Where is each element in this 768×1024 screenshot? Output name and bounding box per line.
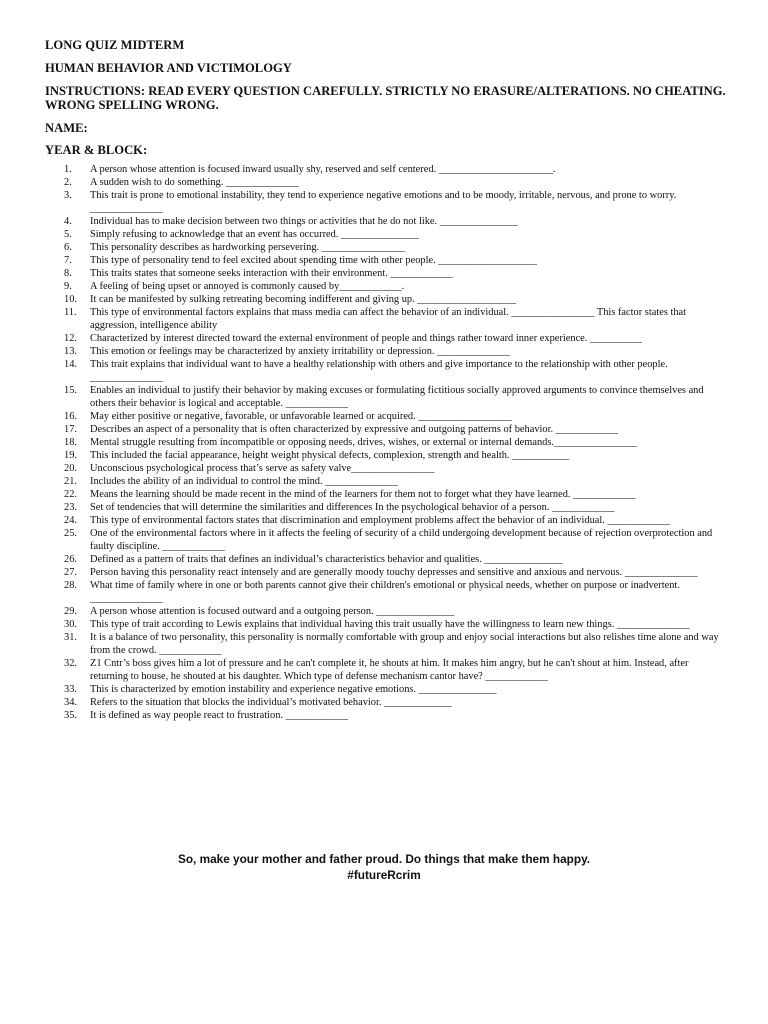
question-text: Individual has to make decision between two things or activities that he do not like. _______________ [90,216,518,227]
question-text: Defined as a pattern of traits that defines an individual’s characteristics behavior and qualities. _______________ [90,554,563,565]
question-text: This type of environmental factors explains that mass media can affect the behavior of an individual. ________________ This factor states that aggression, intelligence ability [90,307,687,331]
question-item [43,332,723,345]
question-item [43,241,723,254]
question-number: 34. [64,697,77,708]
question-item [43,410,723,423]
question-item [43,605,723,618]
question-item [43,189,723,215]
question-number: 18. [64,437,77,448]
question-number: 14. [64,359,77,370]
question-item [43,579,723,605]
question-text: This type of environmental factors states that discrimination and employment problems affect the behavior of an individual. ____________ [90,515,670,526]
question-number: 12. [64,333,77,344]
question-number: 23. [64,502,77,513]
question-text: Means the learning should be made recent in the mind of the learners for them not to forget what they have learned. ____________ [90,489,636,500]
quiz-title: LONG QUIZ MIDTERM [45,38,185,52]
question-number: 11. [64,307,77,318]
question-text: Set of tendencies that will determine the similarities and differences In the psychological behavior of a person. ____________ [90,502,615,513]
question-text: A person whose attention is focused outward and a outgoing person. _______________ [90,606,455,617]
question-item [43,306,723,332]
question-number: 31. [64,632,77,643]
question-number: 22. [64,489,77,500]
question-number: 28. [64,580,77,591]
question-item [43,514,723,527]
question-text: A feeling of being upset or annoyed is commonly caused by____________. [90,281,405,292]
question-number: 24. [64,515,77,526]
question-item [43,488,723,501]
question-text: This trait explains that individual want to have a healthy relationship with others and give importance to the relationship with other people. ______________ [90,359,668,383]
question-text: It is defined as way people react to frustration. ____________ [90,710,348,721]
question-text: Person having this personality react intensely and are generally moody touchy depresses and sensitive and anxious and nervous. ______________ [90,567,698,578]
question-text: It can be manifested by sulking retreating becoming indifferent and giving up. ___________________ [90,294,517,305]
question-text: Z1 Cntr’s boss gives him a lot of pressure and he can't complete it, he shouts at him. It makes him angry, but he can't shout at him. Instead, after returning to house, he shouted at his daughter. Which type of defense mechanism cantor have? ____________ [90,658,689,682]
question-item [43,267,723,280]
year-block-label: YEAR & BLOCK: [45,143,148,157]
question-text: A sudden wish to do something. ______________ [90,177,299,188]
question-item [43,657,723,683]
question-number: 27. [64,567,77,578]
question-item [43,631,723,657]
question-number: 17. [64,424,77,435]
question-text: This personality describes as hardworking persevering. ________________ [90,242,405,253]
question-number: 32. [64,658,77,669]
question-number: 2. [64,177,72,188]
question-number: 9. [64,281,72,292]
question-item [43,436,723,449]
question-number: 35. [64,710,77,721]
question-number: 4. [64,216,72,227]
question-text: This emotion or feelings may be characterized by anxiety irritability or depression. ______________ [90,346,510,357]
question-text: Enables an individual to justify their behavior by making excuses or formulating fictitious socially approved arguments to convince themselves and others their behavior is logical and acceptable. ____________ [90,385,704,409]
question-item [43,228,723,241]
question-number: 13. [64,346,77,357]
question-text: A person whose attention is focused inward usually shy, reserved and self centered. ______________________. [90,164,556,175]
question-text: Refers to the situation that blocks the individual’s motivated behavior. _____________ [90,697,452,708]
question-item [43,696,723,709]
question-number: 19. [64,450,77,461]
question-item [43,254,723,267]
question-number: 30. [64,619,77,630]
question-item [43,683,723,696]
question-text: This is characterized by emotion instability and experience negative emotions. _______________ [90,684,497,695]
question-item [43,163,723,176]
question-number: 29. [64,606,77,617]
question-number: 7. [64,255,72,266]
question-text: This trait is prone to emotional instability, they tend to experience negative emotions and to be moody, irritable, nervous, and prone to worry. ______________ [90,190,677,214]
question-number: 26. [64,554,77,565]
question-item [43,215,723,228]
question-number: 5. [64,229,72,240]
question-text: Unconscious psychological process that’s serve as safety valve________________ [90,463,435,474]
question-item [43,462,723,475]
question-text: Simply refusing to acknowledge that an event has occurred. _______________ [90,229,419,240]
question-text: This type of trait according to Lewis explains that individual having this trait usually have the willingness to learn new things. ______________ [90,619,690,630]
question-text: This included the facial appearance, height weight physical defects, complexion, strength and health. ___________ [90,450,570,461]
question-number: 16. [64,411,77,422]
closing-hashtag: #futureRcrim [347,868,421,882]
name-label: NAME: [45,121,88,135]
closing-message: So, make your mother and father proud. Do things that make them happy. [177,852,591,866]
question-item [43,280,723,293]
question-item [43,176,723,189]
question-item [43,501,723,514]
question-number: 21. [64,476,77,487]
question-item [43,566,723,579]
question-item [43,553,723,566]
question-number: 3. [64,190,72,201]
question-number: 6. [64,242,72,253]
question-item [43,384,723,410]
question-item [43,449,723,462]
question-item [43,475,723,488]
question-text: What time of family where in one or both parents cannot give their children's emotional or physical needs, whether on purpose or inadvertent. ______________ [90,580,680,604]
question-number: 8. [64,268,72,279]
instructions: INSTRUCTIONS: READ EVERY QUESTION CAREFULLY. STRICTLY NO ERASURE/ALTERATIONS. NO CHEATING. WRONG SPELLING WRONG. [45,84,726,112]
question-text: Describes an aspect of a personality that is often characterized by expressive and outgoing patterns of behavior. ____________ [90,424,619,435]
subject-title: HUMAN BEHAVIOR AND VICTIMOLOGY [45,61,292,75]
question-text: This type of personality tend to feel excited about spending time with other people. ___________________ [90,255,537,266]
question-item [43,709,723,722]
question-item [43,527,723,553]
question-number: 15. [64,385,77,396]
question-text: Characterized by interest directed toward the external environment of people and things rather toward inner experience. __________ [90,333,642,344]
question-text: Mental struggle resulting from incompatible or opposing needs, drives, wishes, or external or internal demands.________________ [90,437,638,448]
question-number: 25. [64,528,77,539]
question-item [43,423,723,436]
question-list [43,163,723,722]
question-text: One of the environmental factors where in it affects the feeling of security of a child undergoing development because of rejection overprotection and faulty discipline. ____________ [90,528,713,552]
question-text: Includes the ability of an individual to control the mind. ______________ [90,476,398,487]
question-number: 1. [64,164,72,175]
question-number: 10. [64,294,77,305]
question-text: This traits states that someone seeks interaction with their environment. ____________ [90,268,453,279]
question-item [43,618,723,631]
question-item [43,358,723,384]
question-item [43,293,723,306]
question-number: 20. [64,463,77,474]
question-number: 33. [64,684,77,695]
question-text: It is a balance of two personality, this personality is normally comfortable with group and enjoy social interactions but also relishes time alone and way from the crowd. ____________ [90,632,719,656]
question-text: May either positive or negative, favorable, or unfavorable learned or acquired. __________________ [90,411,512,422]
question-item [43,345,723,358]
